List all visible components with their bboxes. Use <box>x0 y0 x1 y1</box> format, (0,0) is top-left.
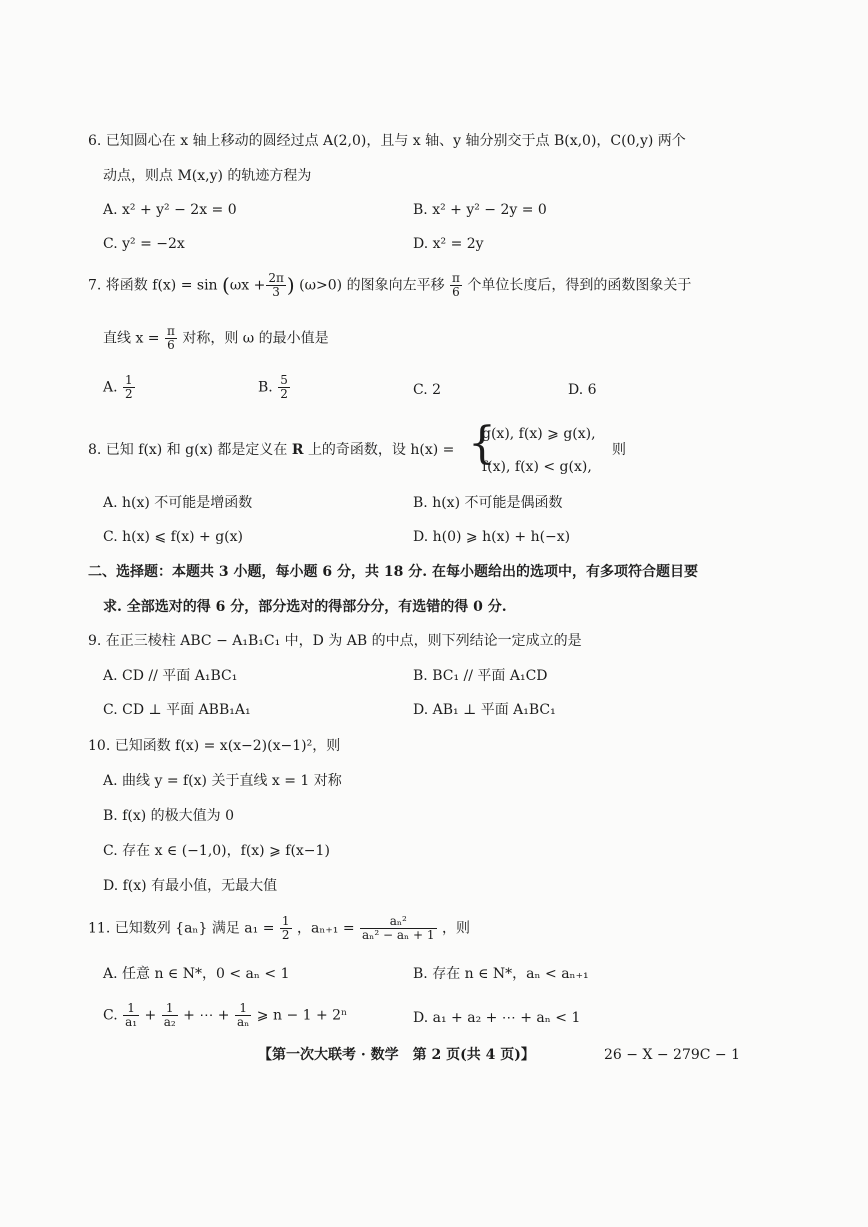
q7-option-a: A. $\frac{1}{2}$ <box>103 373 133 402</box>
q7-option-d: D. 6 <box>568 382 597 398</box>
q8-case1: g(x), f(x) ⩾ g(x), <box>482 426 596 442</box>
q7-stem-line2: 直线 x = $\frac{\pi}{6}$ 对称，则 ω 的最小值是 <box>103 324 329 353</box>
q9-stem: 9. 在正三棱柱 ABC − A₁B₁C₁ 中，D 为 AB 的中点，则下列结论一定成立的是 <box>88 633 582 649</box>
q8-option-b: B. h(x) 不可能是偶函数 <box>413 495 563 511</box>
q11-option-a: A. 任意 n ∈ N*，0 < aₙ < 1 <box>103 966 290 982</box>
q11-fraction-recurrence: $\frac{\text{aₙ²}}{\text{aₙ² − aₙ + 1}}$ <box>362 914 435 943</box>
q8-brace: { <box>468 418 496 469</box>
q10-option-c: C. 存在 x ∈ (−1,0)，f(x) ⩾ f(x−1) <box>103 843 330 859</box>
q8-option-d: D. h(0) ⩾ h(x) + h(−x) <box>413 529 571 545</box>
q7-line2-fraction: $\frac{\pi}{6}$ <box>166 324 175 353</box>
q11-option-d: D. a₁ + a₂ + ⋯ + aₙ < 1 <box>413 1010 581 1026</box>
q7-stem-mid: (ω>0) 的图象向左平移 <box>299 277 445 294</box>
q11-fraction-a1: $\frac{1}{2}$ <box>281 914 290 943</box>
q7-paren-inner: ωx + <box>229 277 266 294</box>
q7-stem-post: 个单位长度后，得到的函数图象关于 <box>467 277 692 294</box>
q9-option-c: C. CD ⊥ 平面 ABB₁A₁ <box>103 702 251 718</box>
q10-option-a: A. 曲线 y = f(x) 关于直线 x = 1 对称 <box>103 773 342 789</box>
q8-stem-post: 则 <box>612 442 626 458</box>
q6-stem-line2: 动点，则点 M(x,y) 的轨迹方程为 <box>103 168 312 184</box>
q6-option-c: C. y² = −2x <box>103 236 185 252</box>
q8-option-a: A. h(x) 不可能是增函数 <box>103 495 253 511</box>
q7-stem-line1: 7. 将函数 f(x) = sin (ωx + $\frac{2\pi}{3}$ ) (ω>0) 的图象向左平移 $\frac{\pi}{6}$ 个单位长度后，得到的函数图象关于 <box>88 271 692 300</box>
q7-fraction-2pi-3: $\frac{2\pi}{3}$ <box>268 271 284 300</box>
q8-case2: f(x), f(x) < g(x), <box>482 459 592 475</box>
q6-option-a: A. x² + y² − 2x = 0 <box>103 202 237 218</box>
q6-stem-line1: 6. 已知圆心在 x 轴上移动的圆经过点 A(2,0)，且与 x 轴、y 轴分别交于点 B(x,0)，C(0,y) 两个 <box>88 133 686 149</box>
footer-code: 26 − X − 279C − 1 <box>604 1047 741 1063</box>
q9-option-d: D. AB₁ ⊥ 平面 A₁BC₁ <box>413 702 556 718</box>
q11-stem: 11. 已知数列 {aₙ} 满足 a₁ = $\frac{1}{2}$ ，aₙ₊₁ = $\frac{\text{aₙ²}}{\text{aₙ² − aₙ + 1}}$ ，则 <box>88 914 470 943</box>
footer-title: 【第一次大联考 · 数学 第 2 页(共 4 页)】 <box>258 1047 535 1063</box>
q8-option-c: C. h(x) ⩽ f(x) + g(x) <box>103 529 243 545</box>
q8-stem: 8. 已知 f(x) 和 g(x) 都是定义在 R 上的奇函数，设 h(x) = <box>88 442 455 458</box>
q8-bold-R: R <box>291 442 304 458</box>
q10-option-d: D. f(x) 有最小值，无最大值 <box>103 878 278 894</box>
q11-option-c: C. $\frac{1}{\text{a₁}}$ + $\frac{1}{\text{a₂}}$ + ⋯ + $\frac{1}{\text{aₙ}}$ ⩾ n − 1 + 2ⁿ <box>103 1001 348 1030</box>
section2-heading-line1: 二、选择题：本题共 3 小题，每小题 6 分，共 18 分. 在每小题给出的选项中，有多项符合题目要 <box>88 564 698 580</box>
q7-fraction-pi-6: $\frac{\pi}{6}$ <box>452 271 460 300</box>
q7-option-b: B. $\frac{5}{2}$ <box>258 373 288 402</box>
q9-option-a: A. CD // 平面 A₁BC₁ <box>103 668 238 684</box>
q6-option-d: D. x² = 2y <box>413 236 484 252</box>
q10-stem: 10. 已知函数 f(x) = x(x−2)(x−1)²，则 <box>88 738 341 754</box>
q9-option-b: B. BC₁ // 平面 A₁CD <box>413 668 548 684</box>
section2-heading-line2: 求. 全部选对的得 6 分，部分选对的得部分分，有选错的得 0 分. <box>103 599 507 615</box>
q7-stem-pre: 7. 将函数 f(x) = sin <box>88 277 218 294</box>
q6-option-b: B. x² + y² − 2y = 0 <box>413 202 547 218</box>
q10-option-b: B. f(x) 的极大值为 0 <box>103 808 234 824</box>
q7-option-c: C. 2 <box>413 382 442 398</box>
q11-option-b: B. 存在 n ∈ N*，aₙ < aₙ₊₁ <box>413 966 589 982</box>
